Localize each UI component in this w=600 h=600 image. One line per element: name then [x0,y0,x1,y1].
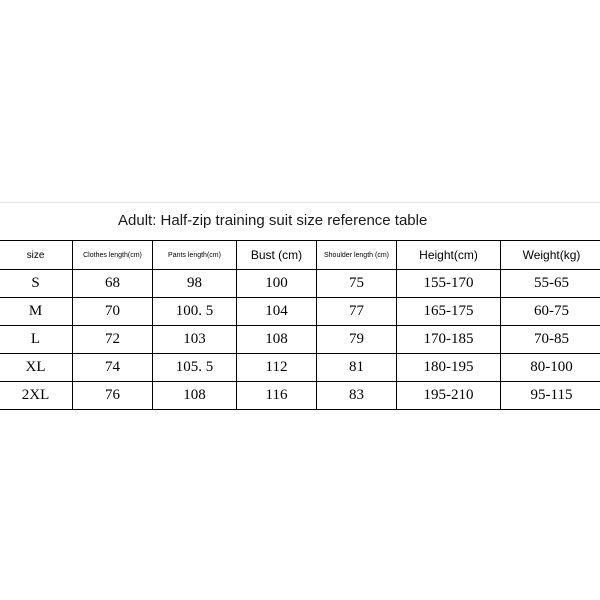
height-cell: 195-210 [397,382,501,410]
bust-cell: 116 [237,382,317,410]
height-cell: 170-185 [397,326,501,354]
bust-cell: 100 [237,270,317,298]
size-cell: S [0,270,73,298]
table-row [0,326,600,354]
bust-cell: 108 [237,326,317,354]
header-weight: Weight(kg) [501,241,600,270]
header-height: Height(cm) [397,241,501,270]
height-cell: 165-175 [397,298,501,326]
header-clothes-length: Clothes length(cm) [73,241,153,270]
weight-cell: 70-85 [501,326,600,354]
divider [0,202,600,203]
shoulder-length-cell: 83 [317,382,397,410]
shoulder-length-cell: 77 [317,298,397,326]
height-cell: 180-195 [397,354,501,382]
weight-cell: 80-100 [501,354,600,382]
weight-cell: 60-75 [501,298,600,326]
clothes-length-cell: 74 [73,354,153,382]
table-row [0,354,600,382]
clothes-length-cell: 68 [73,270,153,298]
header-size: size [0,241,73,270]
bust-cell: 112 [237,354,317,382]
table-row [0,298,600,326]
table-row [0,382,600,410]
size-cell: M [0,298,73,326]
shoulder-length-cell: 75 [317,270,397,298]
clothes-length-cell: 70 [73,298,153,326]
size-cell: 2XL [0,382,73,410]
pants-length-cell: 105. 5 [153,354,237,382]
size-cell: XL [0,354,73,382]
pants-length-cell: 103 [153,326,237,354]
size-cell: L [0,326,73,354]
shoulder-length-cell: 81 [317,354,397,382]
height-cell: 155-170 [397,270,501,298]
shoulder-length-cell: 79 [317,326,397,354]
pants-length-cell: 98 [153,270,237,298]
bust-cell: 104 [237,298,317,326]
clothes-length-cell: 76 [73,382,153,410]
table-title: Adult: Half-zip training suit size reference table [118,212,428,229]
size-reference-table [0,240,600,410]
pants-length-cell: 100. 5 [153,298,237,326]
header-shoulder-length: Shoulder length (cm) [317,241,397,270]
header-pants-length: Pants length(cm) [153,241,237,270]
weight-cell: 55-65 [501,270,600,298]
weight-cell: 95-115 [501,382,600,410]
table-row [0,270,600,298]
header-row [0,241,600,270]
pants-length-cell: 108 [153,382,237,410]
clothes-length-cell: 72 [73,326,153,354]
header-bust: Bust (cm) [237,241,317,270]
